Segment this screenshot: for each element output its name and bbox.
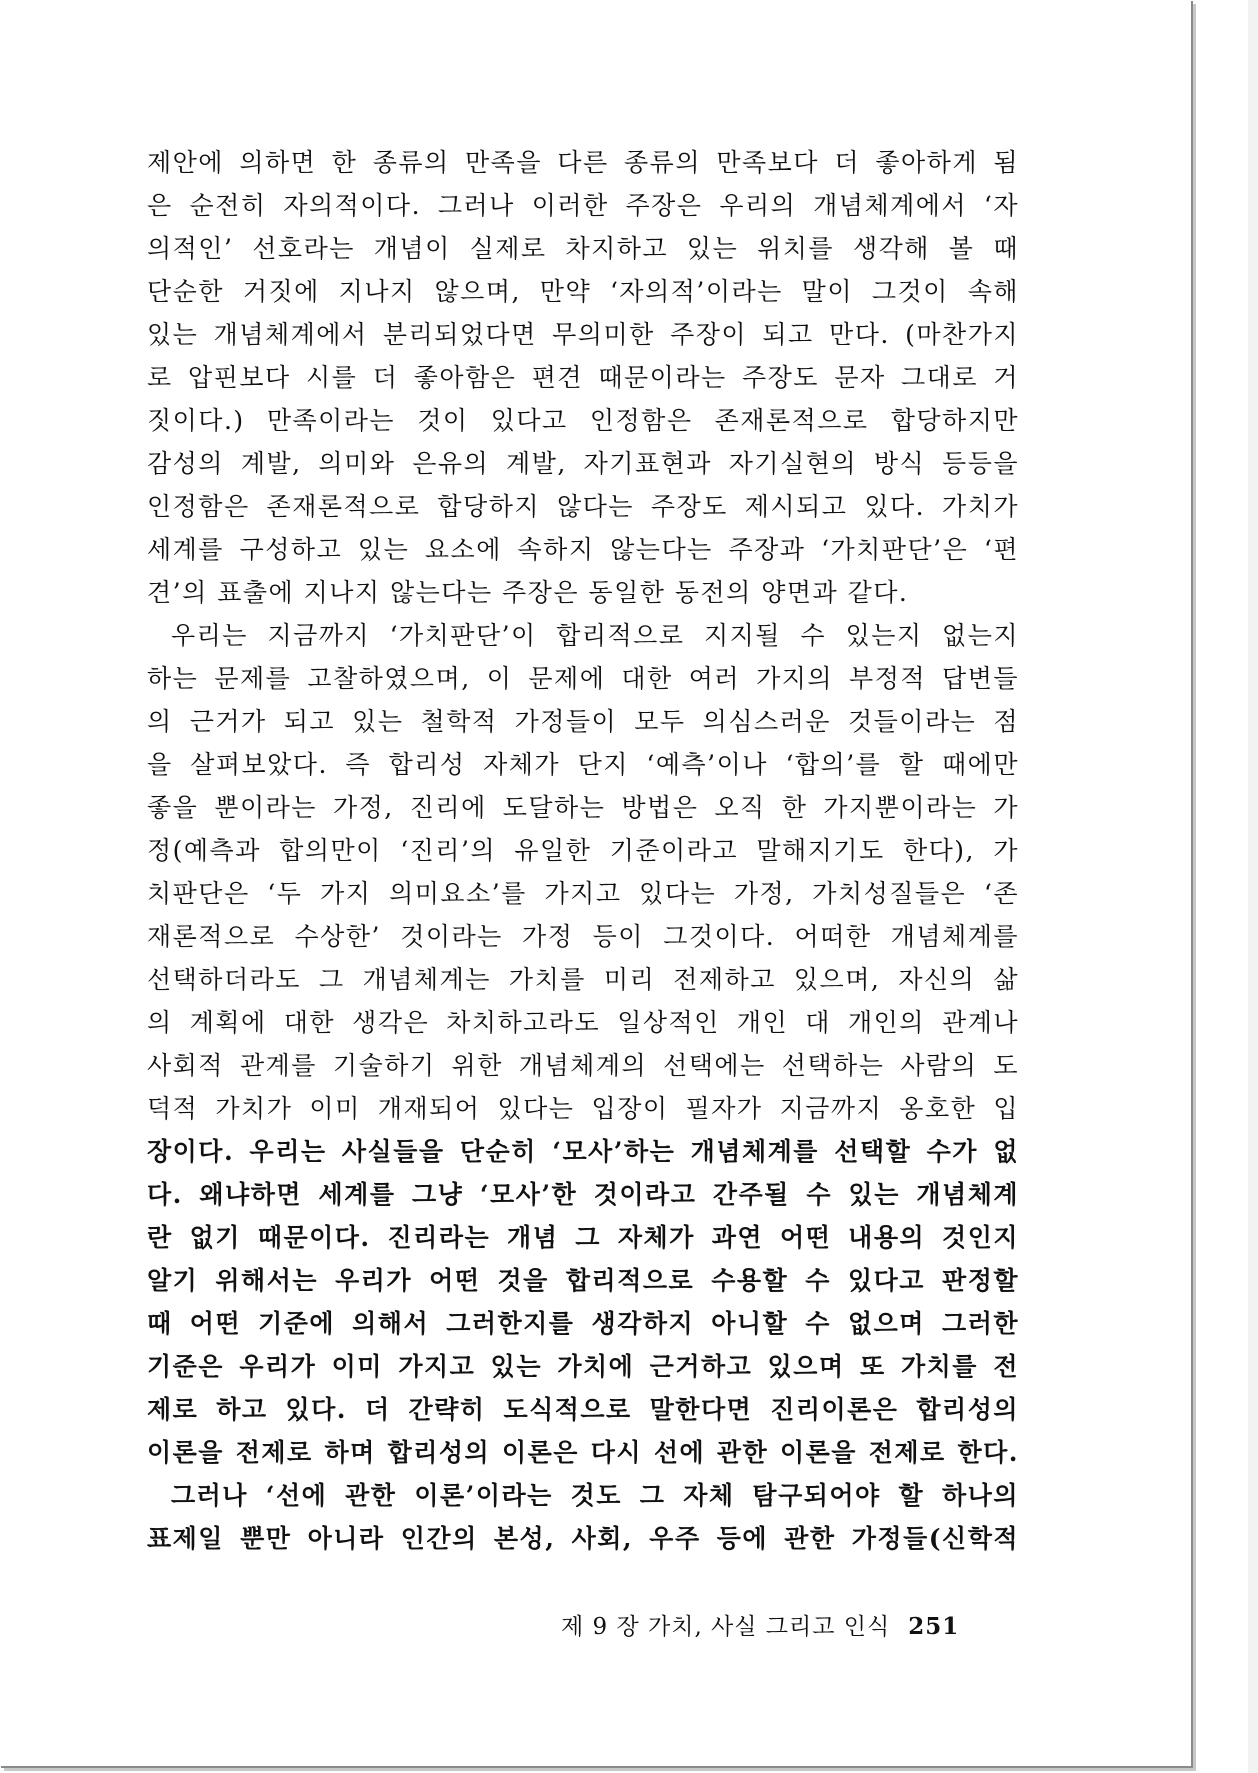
text-line: 치판단은 ‘두 가지 의미요소’를 가지고 있다는 가정, 가치성질들은 ‘존 (147, 879, 1019, 908)
body-text (147, 141, 1019, 1560)
text-line: 을 살펴보았다. 즉 합리성 자체가 단지 ‘예측’이나 ‘합의’를 할 때에만 (147, 750, 1019, 779)
running-header: 제 9 장 가치, 사실 그리고 인식 (561, 1614, 891, 1640)
text-line: 의 계획에 대한 생각은 차치하고라도 일상적인 개인 대 개인의 관계나 (147, 1008, 1019, 1037)
text-line: 제로 하고 있다. 더 간략히 도식적으로 말한다면 진리이론은 합리성의 (147, 1395, 1019, 1424)
text-line: 짓이다.) 만족이라는 것이 있다고 인정함은 존재론적으로 합당하지만 (147, 406, 1019, 435)
text-line: 정(예측과 합의만이 ‘진리’의 유일한 기준이라고 말해지기도 한다), 가 (147, 836, 1019, 865)
text-line: 감성의 계발, 의미와 은유의 계발, 자기표현과 자기실현의 방식 등등을 (147, 449, 1019, 478)
text-line: 때 어떤 기준에 의해서 그러한지를 생각하지 아니할 수 없으며 그러한 (147, 1309, 1019, 1338)
text-line: 기준은 우리가 이미 가지고 있는 가치에 근거하고 있으며 또 가치를 전 (147, 1352, 1019, 1381)
text-line: 알기 위해서는 우리가 어떤 것을 합리적으로 수용할 수 있다고 판정할 (147, 1266, 1019, 1295)
text-line: 선택하더라도 그 개념체계는 가치를 미리 전제하고 있으며, 자신의 삶 (147, 965, 1019, 994)
text-line: 단순한 거짓에 지나지 않으며, 만약 ‘자의적’이라는 말이 그것이 속해 (147, 277, 1019, 306)
text-line: 의 근거가 되고 있는 철학적 가정들이 모두 의심스러운 것들이라는 점 (147, 707, 1019, 736)
text-line: 의적인’ 선호라는 개념이 실제로 차지하고 있는 위치를 생각해 볼 때 (147, 234, 1019, 263)
text-line: 로 압핀보다 시를 더 좋아함은 편견 때문이라는 주장도 문자 그대로 거 (147, 363, 1019, 392)
text-line: 우리는 지금까지 ‘가치판단’이 합리적으로 지지될 수 있는지 없는지 (171, 621, 1019, 650)
text-line: 재론적으로 수상한’ 것이라는 가정 등이 그것이다. 어떠한 개념체계를 (147, 922, 1019, 951)
text-line: 하는 문제를 고찰하였으며, 이 문제에 대한 여러 가지의 부정적 답변들 (147, 664, 1019, 693)
scrollbar[interactable] (1248, 0, 1258, 1773)
text-line: 이론을 전제로 하며 합리성의 이론은 다시 선에 관한 이론을 전제로 한다. (147, 1438, 1019, 1467)
text-line: 란 없기 때문이다. 진리라는 개념 그 자체가 과연 어떤 내용의 것인지 (147, 1223, 1019, 1252)
page-number: 251 (908, 1613, 960, 1640)
text-line: 다. 왜냐하면 세계를 그냥 ‘모사’한 것이라고 간주될 수 있는 개념체계 (147, 1180, 1019, 1209)
document-page (1, 1, 1193, 1768)
text-line: 사회적 관계를 기술하기 위한 개념체계의 선택에는 선택하는 사람의 도 (147, 1051, 1019, 1080)
text-line: 은 순전히 자의적이다. 그러나 이러한 주장은 우리의 개념체계에서 ‘자 (147, 191, 1019, 220)
text-line: 좋을 뿐이라는 가정, 진리에 도달하는 방법은 오직 한 가지뿐이라는 가 (147, 793, 1019, 822)
text-line: 인정함은 존재론적으로 합당하지 않다는 주장도 제시되고 있다. 가치가 (147, 492, 1019, 521)
text-line: 있는 개념체계에서 분리되었다면 무의미한 주장이 되고 만다. (마찬가지 (147, 320, 1019, 349)
text-line: 제안에 의하면 한 종류의 만족을 다른 종류의 만족보다 더 좋아하게 됨 (147, 148, 1019, 177)
text-line: 그러나 ‘선에 관한 이론’이라는 것도 그 자체 탐구되어야 할 하나의 (171, 1481, 1019, 1510)
page-footer (561, 1608, 959, 1641)
text-line: 장이다. 우리는 사실들을 단순히 ‘모사’하는 개념체계를 선택할 수가 없 (147, 1137, 1019, 1166)
text-line: 세계를 구성하고 있는 요소에 속하지 않는다는 주장과 ‘가치판단’은 ‘편 (147, 535, 1019, 564)
text-line: 덕적 가치가 이미 개재되어 있다는 입장이 필자가 지금까지 옹호한 입 (147, 1094, 1019, 1123)
text-line: 표제일 뿐만 아니라 인간의 본성, 사회, 우주 등에 관한 가정들(신학적 (147, 1524, 1019, 1553)
text-line: 견’의 표출에 지나지 않는다는 주장은 동일한 동전의 양면과 같다. (147, 578, 909, 607)
